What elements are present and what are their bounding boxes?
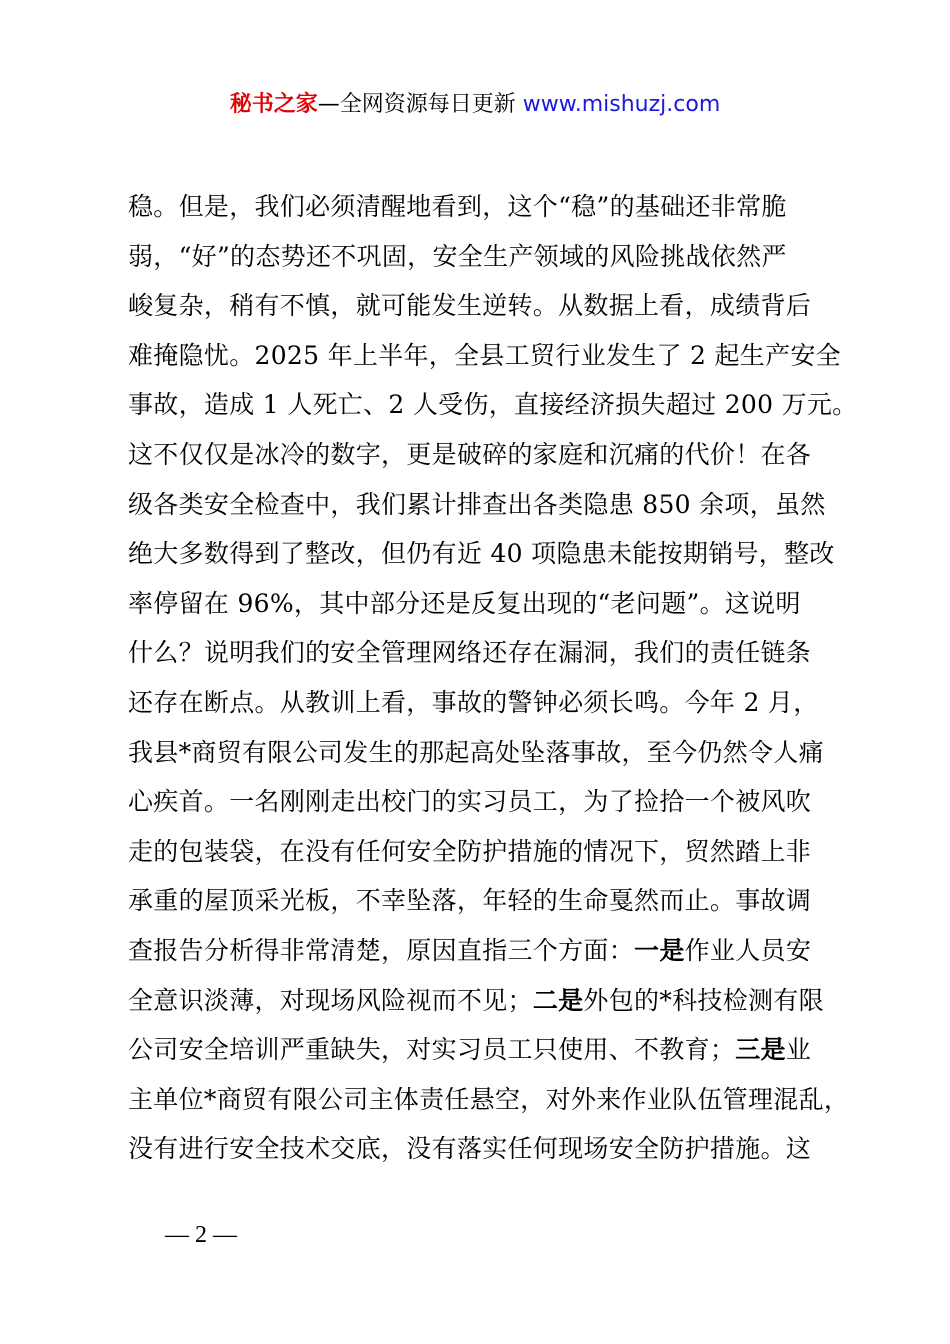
text-line xyxy=(128,628,848,678)
line-text: 心疾首。一名刚刚走出校门的实习员工，为了捡拾一个被风吹 xyxy=(128,787,812,817)
line-text: 什么？说明我们的安全管理网络还存在漏洞，我们的责任链条 xyxy=(128,638,812,668)
line-text: 没有进行安全技术交底，没有落实任何现场安全防护措施。这 xyxy=(128,1134,812,1164)
text-line xyxy=(128,926,848,976)
text-line xyxy=(128,281,848,331)
text-line xyxy=(128,529,848,579)
line-text: 业 xyxy=(785,1035,812,1065)
line-text: 查报告分析得非常清楚，原因直指三个方面： xyxy=(128,935,635,965)
line-text: 峻复杂，稍有不慎，就可能发生逆转。从数据上看，成绩背后 xyxy=(128,291,812,321)
text-line xyxy=(128,678,848,728)
text-line xyxy=(128,331,848,381)
point-two-label: 二是 xyxy=(532,985,584,1015)
line-text: 我县*商贸有限公司发生的那起高处坠落事故，至今仍然令人痛 xyxy=(128,737,824,767)
text-line xyxy=(128,380,858,430)
line-text: 率停留在 96%，其中部分还是反复出现的“老问题”。这说明 xyxy=(128,588,801,618)
text-line xyxy=(128,430,848,480)
text-line xyxy=(128,876,848,926)
line-text: 全意识淡薄，对现场风险视而不见； xyxy=(128,985,533,1015)
line-text: 绝大多数得到了整改，但仍有近 40 项隐患未能按期销号，整改 xyxy=(128,539,835,569)
text-line xyxy=(128,579,848,629)
line-text: 还存在断点。从教训上看，事故的警钟必须长鸣。今年 2 月， xyxy=(128,687,819,717)
page-number: — 2 — xyxy=(165,1222,237,1248)
line-text: 公司安全培训严重缺失，对实习员工只使用、不教育； xyxy=(128,1035,736,1065)
line-text: 承重的屋顶采光板，不幸坠落，年轻的生命戛然而止。事故调 xyxy=(128,886,812,916)
point-three-label: 三是 xyxy=(735,1035,786,1065)
body-paragraph xyxy=(128,182,858,1174)
text-line xyxy=(128,182,848,232)
text-line xyxy=(128,976,848,1026)
point-one-label: 一是 xyxy=(634,935,685,965)
line-text: 级各类安全检查中，我们累计排查出各类隐患 850 余项，虽然 xyxy=(128,489,826,519)
line-text: 弱，“好”的态势还不巩固，安全生产领域的风险挑战依然严 xyxy=(128,241,787,271)
line-text: 稳。但是，我们必须清醒地看到，这个“稳”的基础还非常脆 xyxy=(128,192,787,221)
line-text: 这不仅仅是冰冷的数字，更是破碎的家庭和沉痛的代价！在各 xyxy=(128,439,812,469)
line-text: 作业人员安 xyxy=(684,935,812,965)
text-line xyxy=(128,1075,848,1125)
line-text: 走的包装袋，在没有任何安全防护措施的情况下，贸然踏上非 xyxy=(128,836,812,866)
text-line xyxy=(128,728,848,778)
text-line xyxy=(128,827,848,877)
site-url[interactable]: www.mishuzj.com xyxy=(522,92,721,117)
text-line xyxy=(128,232,848,282)
header-slogan: —全网资源每日更新 xyxy=(317,92,523,117)
text-line xyxy=(128,1025,848,1075)
line-text: 难掩隐忧。2025 年上半年，全县工贸行业发生了 2 起生产安全 xyxy=(128,340,841,370)
line-text: 外包的*科技检测有限 xyxy=(583,985,824,1015)
line-text: 事故，造成 1 人死亡、2 人受伤，直接经济损失超过 200 万元。 xyxy=(128,390,858,420)
text-line xyxy=(128,480,848,530)
line-text: 主单位*商贸有限公司主体责任悬空，对外来作业队伍管理混乱， xyxy=(128,1084,850,1114)
text-line xyxy=(128,777,848,827)
site-header xyxy=(0,88,950,122)
brand-name: 秘书之家 xyxy=(229,92,318,117)
text-line xyxy=(128,1124,848,1174)
